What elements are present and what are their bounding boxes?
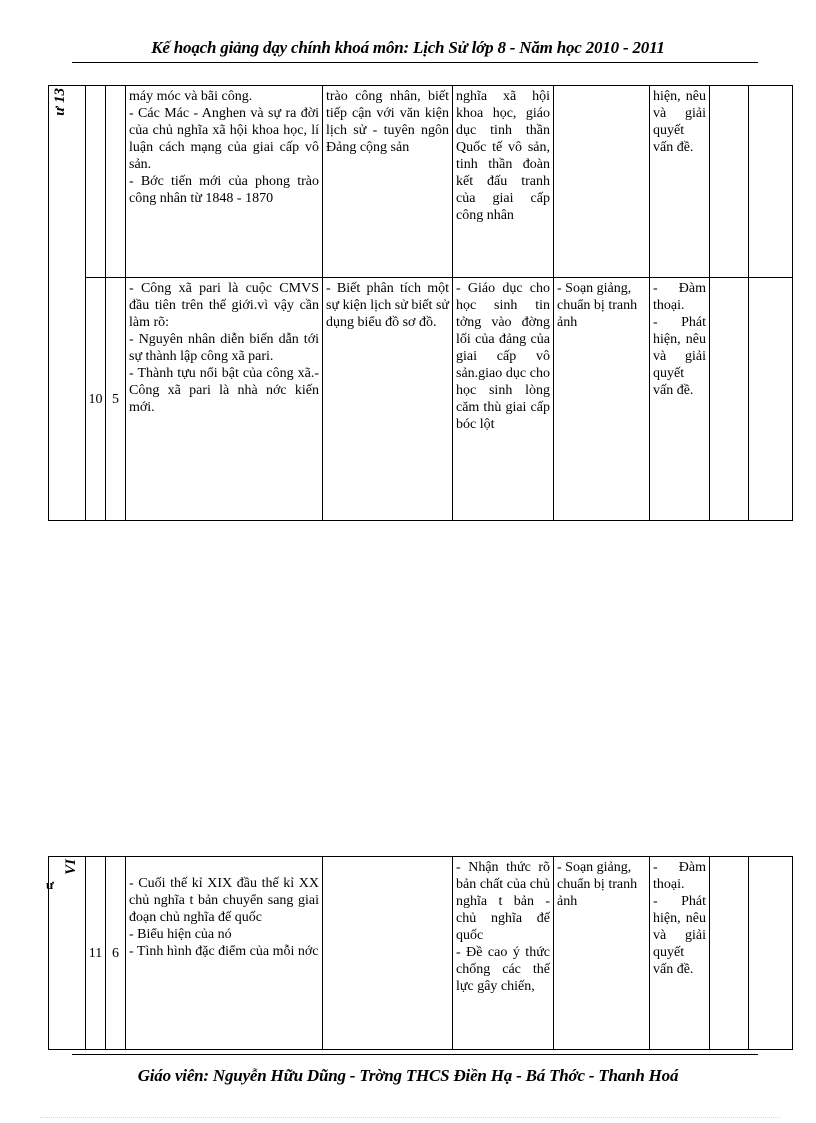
lesson-plan-table-1 [48,85,793,521]
empty-cell [710,86,749,278]
content-line: - Tình hình đặc điểm của mỗi nớc [129,944,319,959]
prep-cell [554,86,650,278]
page-header: Kế hoạch giảng dạy chính khoá môn: Lịch Sử lớp 8 - Năm học 2010 - 2011 [151,38,665,57]
empty-cell [749,86,793,278]
content-line: - Công xã pari là cuộc CMVS đầu tiên trên thế giới.vì vậy cần làm rõ: [129,281,319,330]
attitude-cell: - Nhận thức rõ bản chất của chủ nghĩa t bản - chủ nghĩa đế quốc - Đề cao ý thức chống các thế lực gây chiến, [453,857,554,1050]
content-line: - Bớc tiến mới của phong trào công nhân từ 1848 - 1870 [129,174,319,206]
section-side-label [49,86,86,521]
content-line: - Cuối thế kỉ XIX đầu thế kỉ XX chủ nghĩa t bản chuyển sang giai đoạn chủ nghĩa đế quốc [129,876,319,925]
method-cell: hiện, nêu và giải quyết vấn đề. [650,86,710,278]
content-line: - Thành tựu nổi bật của công xã.- Công xã pari là nhà nớc kiến mới. [129,366,319,415]
method-cell: - Đàm thoại. - Phát hiện, nêu và giải quyết vấn đề. [650,857,710,1050]
skills-cell [323,857,453,1050]
week-cell: 10 [86,278,106,521]
week-cell: 11 [86,857,106,1050]
content-line: - Biểu hiện của nó [129,927,232,942]
side-label-text: VI [63,859,80,875]
lesson-cell: 5 [106,278,126,521]
empty-cell [710,278,749,521]
table-row [49,857,793,1050]
header-rule [72,62,758,63]
prep-cell: - Soạn giảng, chuẩn bị tranh ảnh [554,278,650,521]
lesson-cell [106,86,126,278]
method-cell: - Đàm thoại. - Phát hiện, nêu và giải quyết vấn đề. [650,278,710,521]
side-mark: ư [46,876,54,892]
empty-cell [710,857,749,1050]
week-cell [86,86,106,278]
table-row [49,86,793,278]
content-cell [126,278,323,521]
side-label-text: ư 13 [52,88,68,116]
lesson-cell: 6 [106,857,126,1050]
page-edge-rule [40,1117,780,1118]
page-footer: Giáo viên: Nguyễn Hữu Dũng - Trờng THCS Điền Hạ - Bá Thớc - Thanh Hoá [137,1066,679,1085]
content-line: - Các Mác - Anghen và sự ra đời của chủ nghĩa xã hội khoa học, lí luận cách mạng của giai cấp vô sản. [129,106,319,172]
footer-rule [72,1054,758,1055]
content-cell [126,86,323,278]
attitude-cell: nghĩa xã hội khoa học, giáo dục tinh thần Quốc tế vô sản, tinh thần đoàn kết đấu tranh của giai cấp công nhân [453,86,554,278]
content-line: máy móc và bãi công. [129,89,253,104]
lesson-plan-table-2 [48,856,793,1050]
content-line: - Nguyên nhân diễn biến dẫn tới sự thành lập công xã pari. [129,332,319,364]
empty-cell [749,857,793,1050]
section-side-label [46,857,86,1050]
prep-cell: - Soạn giảng, chuẩn bị tranh ảnh [554,857,650,1050]
table-row [49,278,793,521]
attitude-cell: - Giáo dục cho học sinh tin tởng vào đờng lối của đảng của giai cấp vô sản.giao dục cho học sinh lòng căm thù giai cấp bóc lột [453,278,554,521]
content-cell [126,857,323,1050]
skills-cell: trào công nhân, biết tiếp cận với văn kiện lịch sử - tuyên ngôn Đảng cộng sản [323,86,453,278]
empty-cell [749,278,793,521]
skills-cell: - Biết phân tích một sự kiện lịch sử biết sử dụng biểu đồ sơ đồ. [323,278,453,521]
